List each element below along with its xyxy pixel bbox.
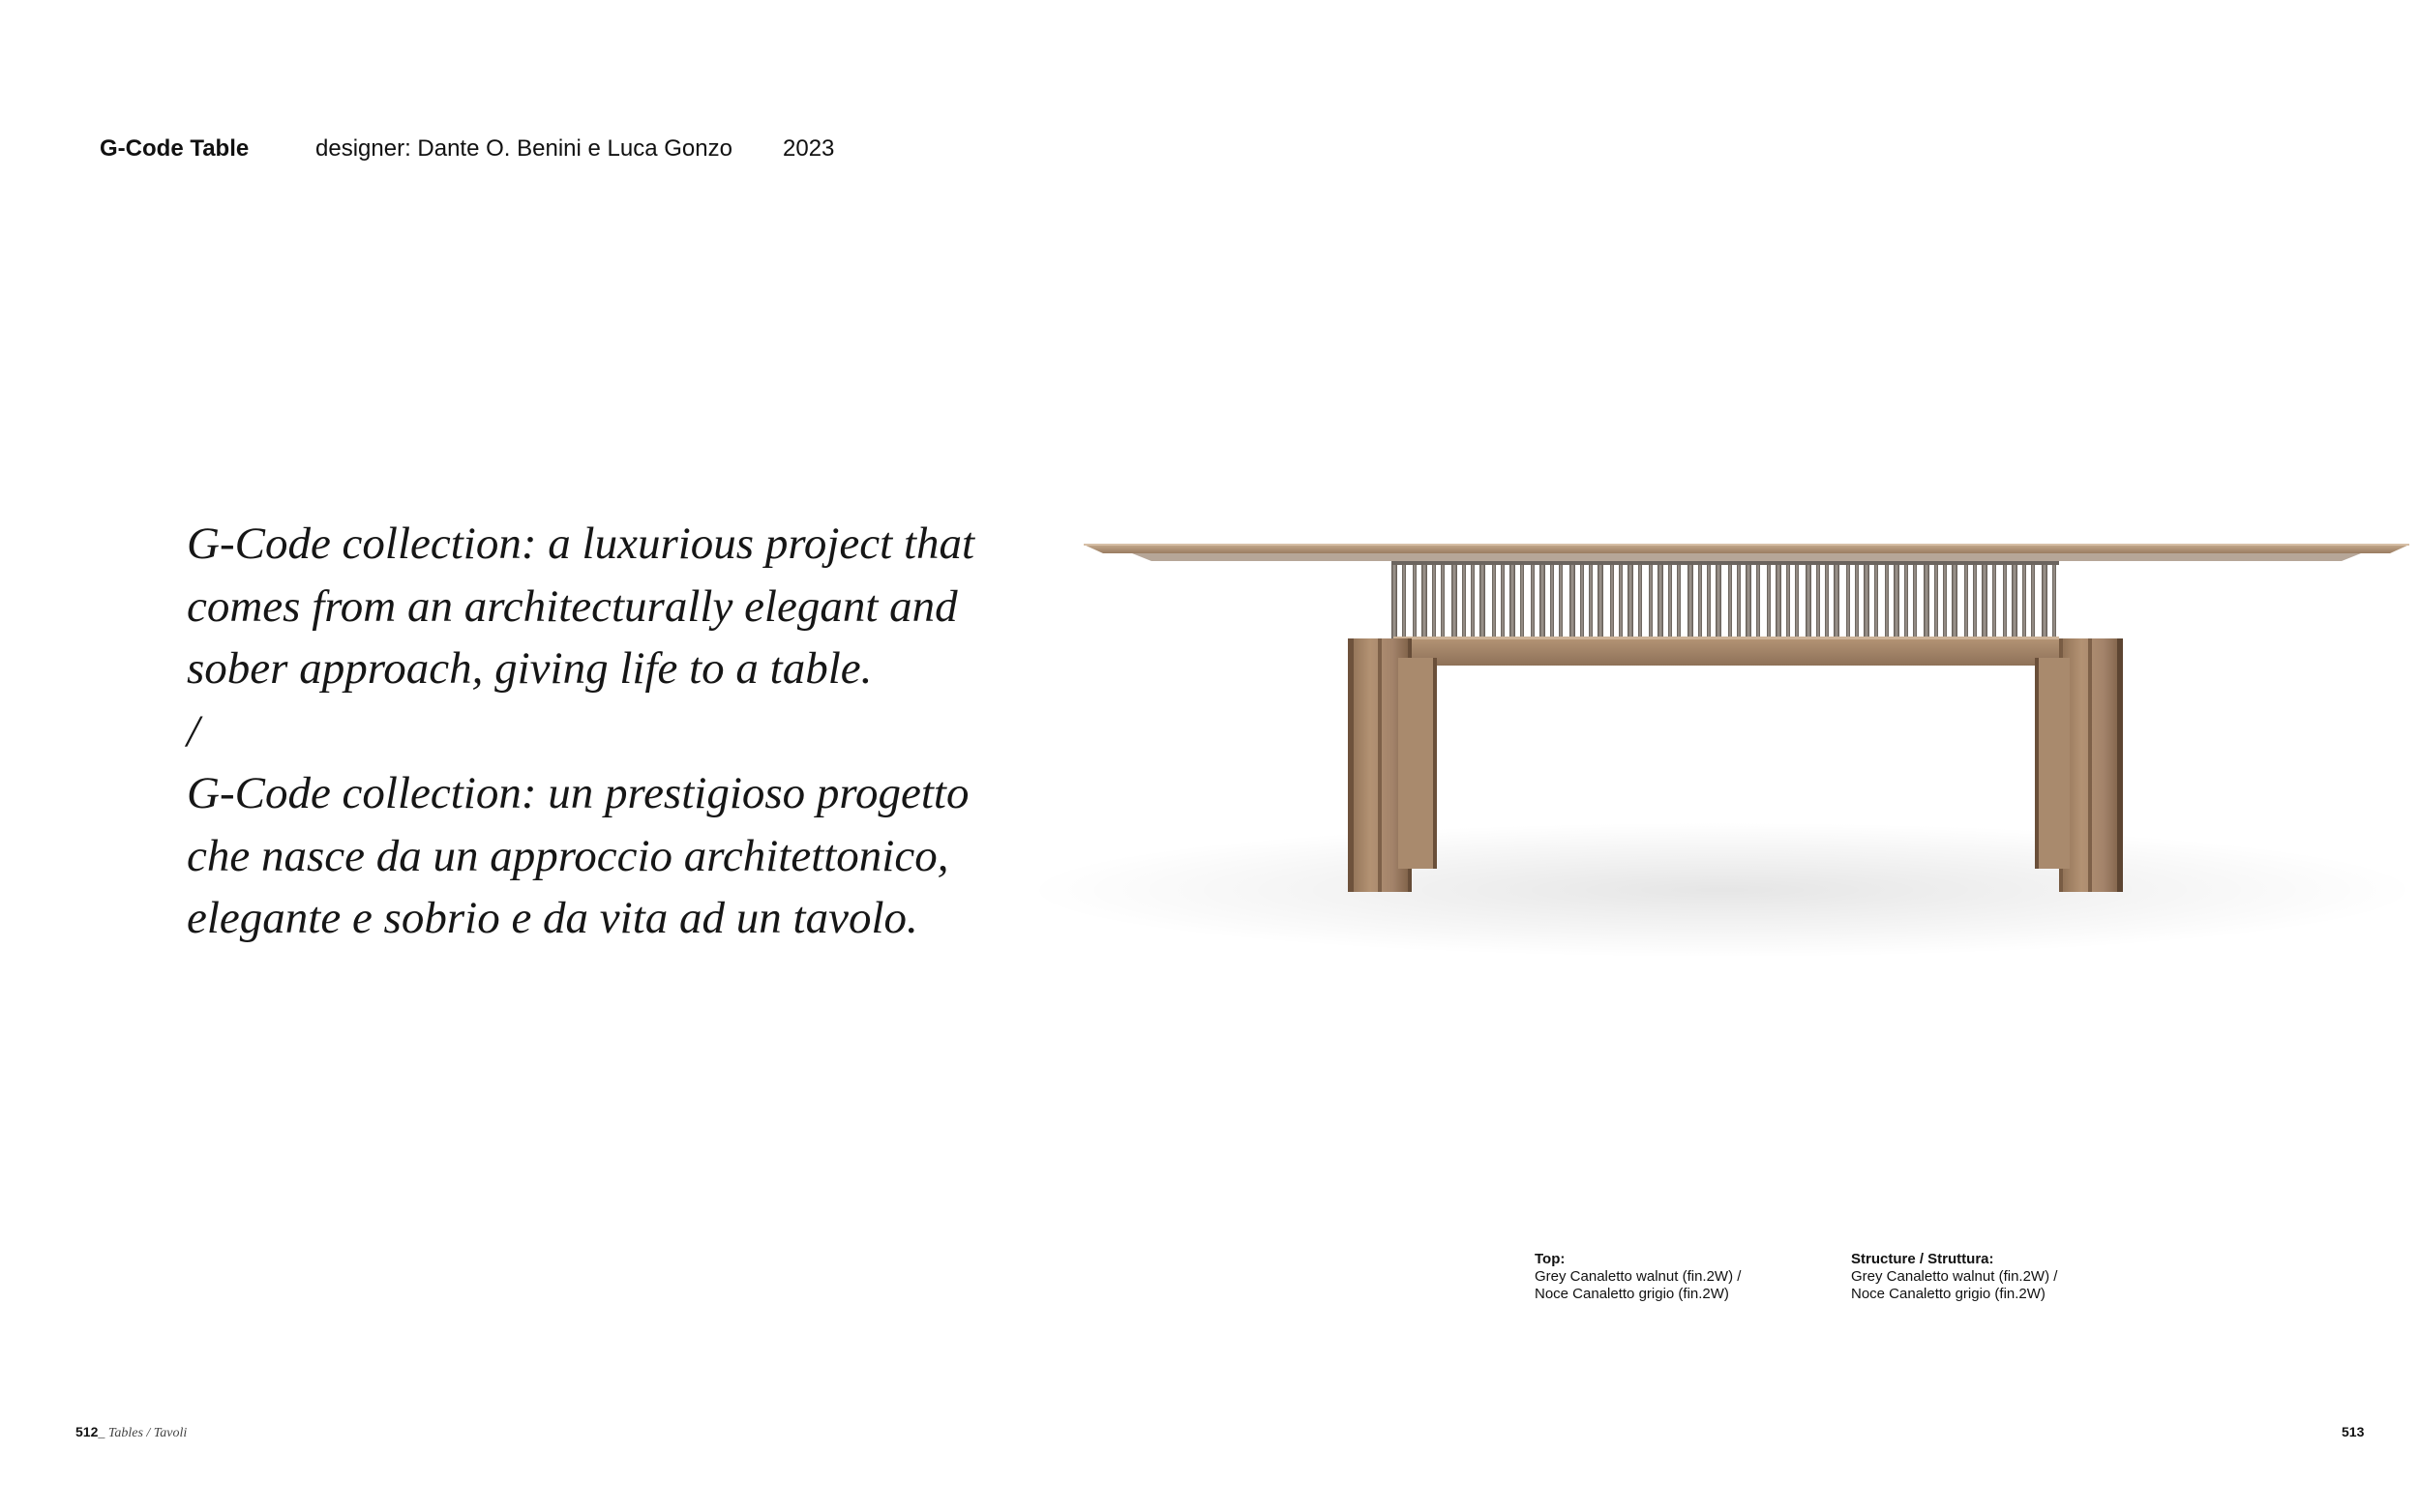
- product-title: G-Code Table: [100, 135, 250, 162]
- spec-structure-line-1: Grey Canaletto walnut (fin.2W) /: [1851, 1268, 2058, 1285]
- floor-shadow: [1026, 822, 2419, 958]
- metal-slat: [1580, 561, 1584, 638]
- table-beam: [1393, 637, 2059, 666]
- metal-slat: [1413, 561, 1417, 638]
- metal-slat: [1569, 561, 1575, 638]
- metal-slat: [1391, 561, 1397, 638]
- table-leg-left: [1348, 638, 1437, 892]
- metal-slat: [1698, 561, 1702, 638]
- intro-line-en-3: sober approach, giving life to a table.: [187, 643, 873, 694]
- metal-slat: [1737, 561, 1741, 638]
- spec-structure-label: Structure / Struttura:: [1851, 1251, 1994, 1267]
- metal-slat: [1776, 561, 1781, 638]
- metal-slat: [1479, 561, 1485, 638]
- metal-slat: [1746, 561, 1751, 638]
- metal-slat: [1421, 561, 1427, 638]
- metal-slat: [1492, 561, 1496, 638]
- metal-slat: [1825, 561, 1829, 638]
- designer-credit: designer: Dante O. Benini e Luca Gonzo: [315, 135, 732, 162]
- slat-cap-rail: [1391, 561, 2059, 565]
- metal-slat: [1934, 561, 1938, 638]
- metal-slat: [1432, 561, 1436, 638]
- intro-line-en-2: comes from an architecturally elegant and: [187, 580, 958, 632]
- spec-structure-line-2: Noce Canaletto grigio (fin.2W): [1851, 1286, 2046, 1302]
- metal-slat: [2022, 561, 2026, 638]
- metal-slat: [1539, 561, 1545, 638]
- spec-structure: [1851, 1251, 2057, 1303]
- intro-line-en-1: G-Code collection: a luxurious project that: [187, 519, 975, 569]
- metal-slat: [1550, 561, 1554, 638]
- product-image: [968, 503, 2419, 958]
- metal-slat: [1855, 561, 1859, 638]
- design-year: 2023: [783, 135, 835, 162]
- metal-slat: [1964, 561, 1968, 638]
- metal-slat: [1402, 561, 1406, 638]
- metal-slat: [1638, 561, 1642, 638]
- intro-text: [187, 513, 1058, 950]
- metal-slat: [1786, 561, 1790, 638]
- metal-slat: [2052, 561, 2056, 638]
- spec-top-line-2: Noce Canaletto grigio (fin.2W): [1535, 1286, 1729, 1302]
- metal-slat: [2012, 561, 2017, 638]
- metal-slat: [1687, 561, 1693, 638]
- metal-slat: [1598, 561, 1603, 638]
- table-illustration: [968, 503, 2419, 958]
- table-leg-right: [2035, 638, 2123, 892]
- metal-slat: [2031, 561, 2035, 638]
- metal-slat: [1973, 561, 1977, 638]
- metal-slat: [1728, 561, 1732, 638]
- metal-slat: [1992, 561, 1996, 638]
- intro-separator: /: [187, 705, 200, 756]
- metal-slat: [1894, 561, 1899, 638]
- table-top: [1084, 544, 2409, 561]
- metal-slat: [1668, 561, 1672, 638]
- metal-slat: [1531, 561, 1535, 638]
- metal-slat: [1649, 561, 1653, 638]
- metal-slat: [1559, 561, 1563, 638]
- metal-slat: [1806, 561, 1811, 638]
- metal-slat: [1589, 561, 1593, 638]
- metal-slat: [1471, 561, 1475, 638]
- metal-slat: [1816, 561, 1820, 638]
- metal-slat: [1943, 561, 1947, 638]
- section-label: _ Tables / Tavoli: [98, 1426, 188, 1440]
- page-number-right: 513: [2342, 1424, 2365, 1439]
- metal-slat: [1913, 561, 1917, 638]
- metal-slat: [1716, 561, 1721, 638]
- metal-slat: [1952, 561, 1957, 638]
- metal-slat: [1501, 561, 1505, 638]
- spec-top: [1535, 1251, 1741, 1303]
- spec-top-line-1: Grey Canaletto walnut (fin.2W) /: [1535, 1268, 1742, 1285]
- metal-slat: [1619, 561, 1623, 638]
- metal-slat: [1874, 561, 1878, 638]
- metal-slat: [1756, 561, 1760, 638]
- metal-slat: [1982, 561, 1987, 638]
- metal-slat: [1846, 561, 1850, 638]
- metal-slat: [1451, 561, 1457, 638]
- metal-slats: [1391, 561, 2059, 638]
- metal-slat: [1924, 561, 1929, 638]
- metal-slat: [1657, 561, 1663, 638]
- metal-slat: [1885, 561, 1889, 638]
- metal-slat: [2003, 561, 2007, 638]
- metal-slat: [1767, 561, 1771, 638]
- metal-slat: [1904, 561, 1908, 638]
- intro-line-it-1: G-Code collection: un prestigioso progetto: [187, 768, 970, 818]
- metal-slat: [1707, 561, 1711, 638]
- metal-slat: [1795, 561, 1799, 638]
- metal-slat: [2042, 561, 2047, 638]
- footer-left: [75, 1424, 187, 1441]
- metal-slat: [1864, 561, 1869, 638]
- metal-slat: [1509, 561, 1515, 638]
- metal-slat: [1520, 561, 1524, 638]
- metal-slat: [1441, 561, 1445, 638]
- metal-slat: [1628, 561, 1633, 638]
- metal-slat: [1610, 561, 1614, 638]
- metal-slat: [1462, 561, 1466, 638]
- spec-top-label: Top:: [1535, 1251, 1566, 1267]
- intro-line-it-3: elegante e sobrio e da vita ad un tavolo.: [187, 893, 918, 943]
- intro-line-it-2: che nasce da un approccio architettonico,: [187, 830, 949, 881]
- page-number-left: 512: [75, 1424, 99, 1439]
- metal-slat: [1677, 561, 1681, 638]
- metal-slat: [1834, 561, 1839, 638]
